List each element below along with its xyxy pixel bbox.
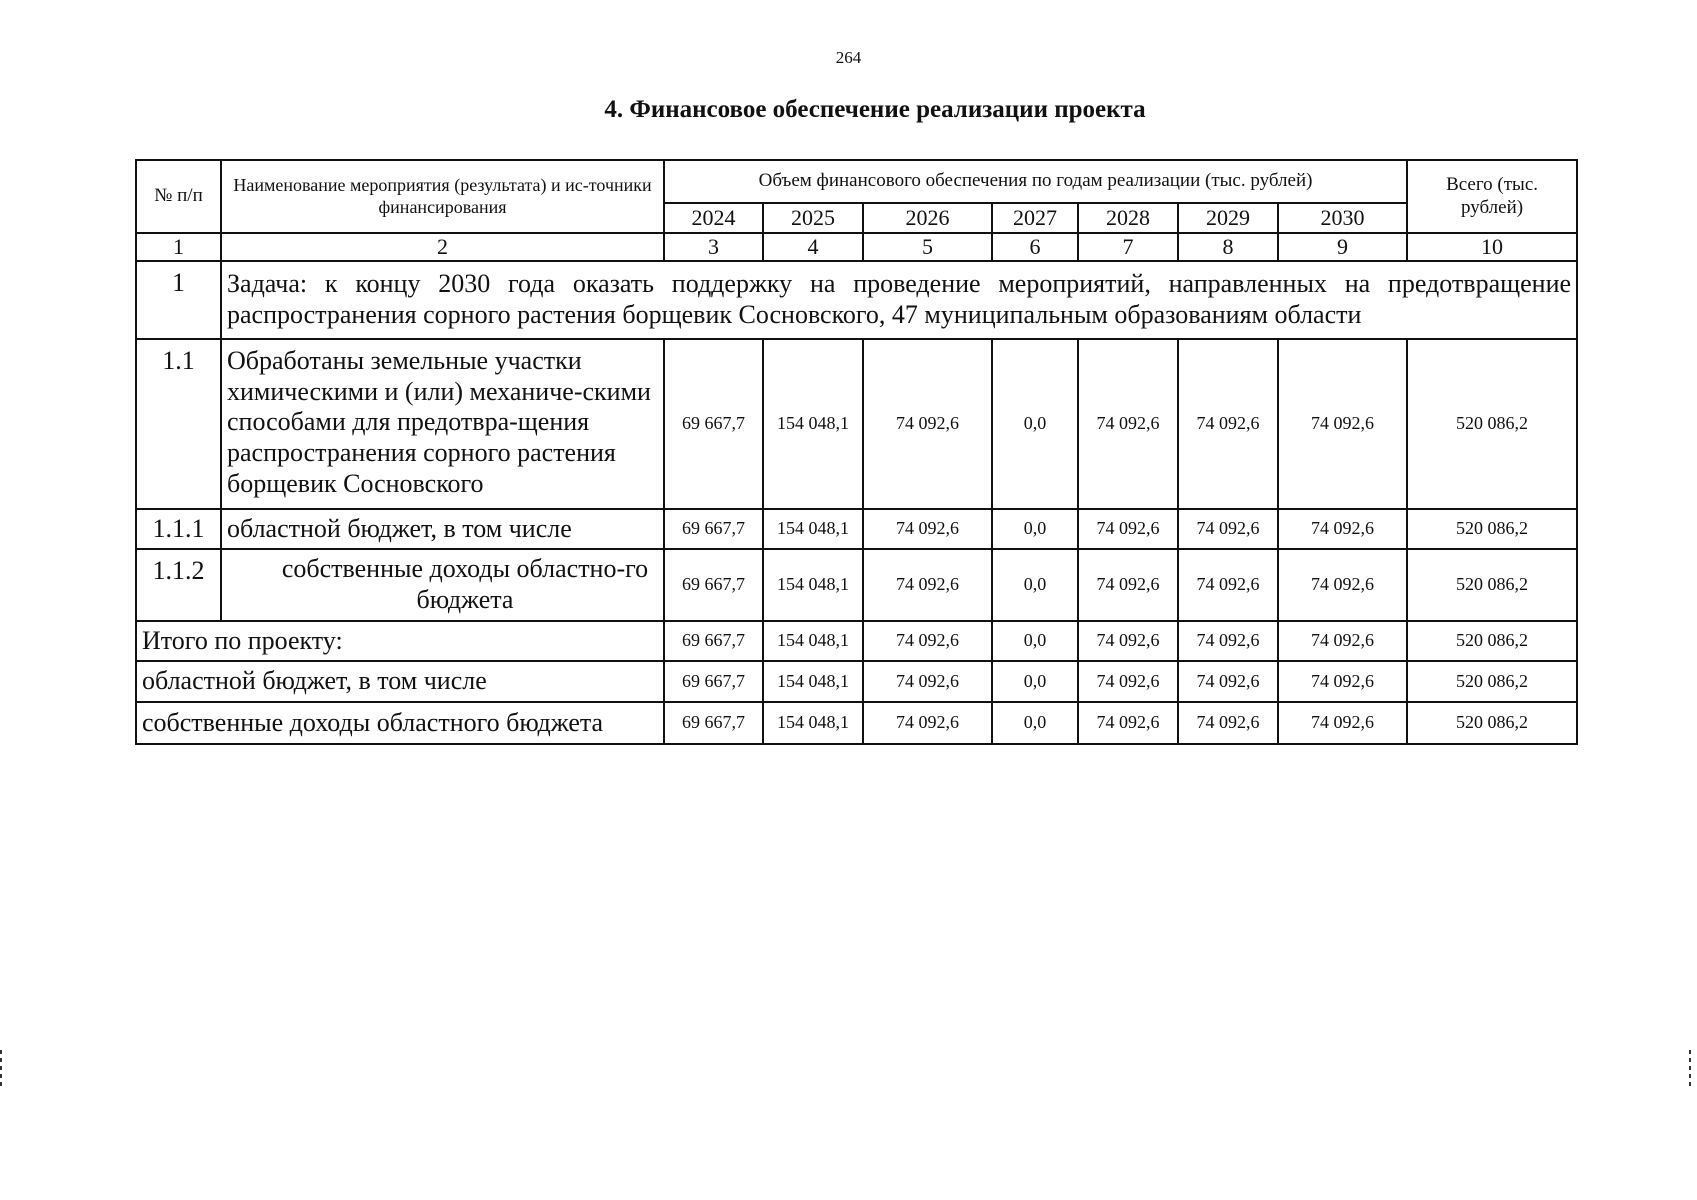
row-value: 74 092,6 [1178, 509, 1278, 549]
summary-total: 520 086,2 [1407, 661, 1577, 702]
summary-value: 69 667,7 [664, 702, 763, 744]
summary-value: 74 092,6 [1178, 702, 1278, 744]
page-number: 264 [835, 48, 862, 67]
summary-value: 74 092,6 [1078, 621, 1178, 661]
task-row [136, 261, 1577, 339]
summary-value: 154 048,1 [763, 661, 863, 702]
summary-name: Итого по проекту: [136, 621, 664, 661]
summary-value: 74 092,6 [1278, 661, 1407, 702]
column-number: 5 [863, 233, 992, 261]
column-number: 4 [763, 233, 863, 261]
row-value: 154 048,1 [763, 549, 863, 621]
summary-name: областной бюджет, в том числе [136, 661, 664, 702]
column-number: 3 [664, 233, 763, 261]
row-value: 154 048,1 [763, 339, 863, 509]
row-value: 74 092,6 [1178, 339, 1278, 509]
row-value: 74 092,6 [1078, 549, 1178, 621]
column-number: 7 [1078, 233, 1178, 261]
summary-value: 74 092,6 [863, 661, 992, 702]
summary-value: 74 092,6 [1078, 702, 1178, 744]
column-number: 8 [1178, 233, 1278, 261]
header-year: 2028 [1078, 203, 1178, 233]
row-value: 74 092,6 [1178, 549, 1278, 621]
summary-value: 74 092,6 [863, 621, 992, 661]
row-value: 74 092,6 [863, 549, 992, 621]
summary-value: 69 667,7 [664, 661, 763, 702]
row-value: 0,0 [992, 549, 1078, 621]
row-total: 520 086,2 [1407, 509, 1577, 549]
table-row [136, 339, 1577, 509]
column-number: 10 [1407, 233, 1577, 261]
column-number: 2 [221, 233, 664, 261]
row-total: 520 086,2 [1407, 549, 1577, 621]
table-row [136, 509, 1577, 549]
header-year: 2027 [992, 203, 1078, 233]
summary-value: 74 092,6 [1178, 621, 1278, 661]
summary-value: 0,0 [992, 702, 1078, 744]
summary-value: 74 092,6 [1278, 621, 1407, 661]
summary-value: 0,0 [992, 621, 1078, 661]
summary-value: 74 092,6 [1178, 661, 1278, 702]
row-value: 74 092,6 [1078, 509, 1178, 549]
row-name: собственные доходы областно-го бюджета [221, 549, 664, 621]
summary-value: 74 092,6 [1078, 661, 1178, 702]
header-year: 2024 [664, 203, 763, 233]
summary-value: 0,0 [992, 661, 1078, 702]
summary-name: собственные доходы областного бюджета [136, 702, 664, 744]
header-total: Всего (тыс. рублей) [1407, 160, 1577, 233]
header-year: 2029 [1178, 203, 1278, 233]
summary-row [136, 702, 1577, 744]
header-year: 2025 [763, 203, 863, 233]
task-text: Задача: к концу 2030 года оказать поддержку на проведение мероприятий, направленных на предотвращение распространения сорного растения борщевик Сосновского, 47 муниципальным образованиям области [221, 261, 1577, 339]
row-index: 1.1 [136, 339, 221, 509]
row-name: Обработаны земельные участки химическими и (или) механиче-скими способами для предотвра-щения распространения сорного растения борщевик Сосновского [221, 339, 664, 509]
summary-total: 520 086,2 [1407, 621, 1577, 661]
summary-value: 74 092,6 [1278, 702, 1407, 744]
row-value: 69 667,7 [664, 509, 763, 549]
summary-total: 520 086,2 [1407, 702, 1577, 744]
row-value: 69 667,7 [664, 549, 763, 621]
header-volume: Объем финансового обеспечения по годам реализации (тыс. рублей) [664, 160, 1407, 203]
row-value: 0,0 [992, 339, 1078, 509]
row-value: 154 048,1 [763, 509, 863, 549]
row-value: 74 092,6 [1278, 549, 1407, 621]
row-value: 74 092,6 [863, 509, 992, 549]
row-total: 520 086,2 [1407, 339, 1577, 509]
row-value: 74 092,6 [863, 339, 992, 509]
column-number: 6 [992, 233, 1078, 261]
row-index: 1.1.1 [136, 509, 221, 549]
summary-row [136, 621, 1577, 661]
section-title: 4. Финансовое обеспечение реализации проекта [604, 96, 1146, 123]
scan-edge-mark [1689, 1050, 1691, 1090]
summary-row [136, 661, 1577, 702]
header-year: 2030 [1278, 203, 1407, 233]
financing-table [135, 159, 1578, 745]
header-year: 2026 [863, 203, 992, 233]
summary-value: 69 667,7 [664, 621, 763, 661]
row-value: 74 092,6 [1278, 339, 1407, 509]
summary-value: 74 092,6 [863, 702, 992, 744]
column-number-row [136, 233, 1577, 261]
column-number: 9 [1278, 233, 1407, 261]
row-value: 74 092,6 [1078, 339, 1178, 509]
summary-value: 154 048,1 [763, 702, 863, 744]
row-value: 69 667,7 [664, 339, 763, 509]
summary-value: 154 048,1 [763, 621, 863, 661]
row-name: областной бюджет, в том числе [221, 509, 664, 549]
table-row [136, 549, 1577, 621]
header-name: Наименование мероприятия (результата) и ис-точники финансирования [221, 160, 664, 233]
row-value: 0,0 [992, 509, 1078, 549]
scan-edge-mark [0, 1050, 2, 1090]
header-num: № п/п [136, 160, 221, 233]
row-value: 74 092,6 [1278, 509, 1407, 549]
column-number: 1 [136, 233, 221, 261]
task-index: 1 [136, 261, 221, 339]
row-index: 1.1.2 [136, 549, 221, 621]
